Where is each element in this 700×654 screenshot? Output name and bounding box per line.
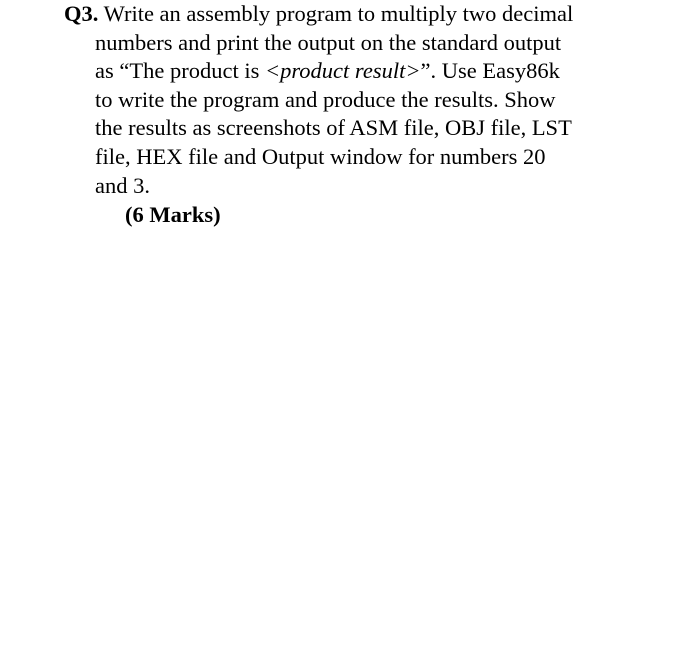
question-text-line-3-start: as “The product is [95, 58, 265, 84]
question-text-line-2: numbers and print the output on the standard output [95, 29, 562, 55]
product-result-placeholder: <product result> [264, 58, 421, 84]
question-text-line-4: to write the program and produce the results. Show [95, 86, 556, 112]
question-line-1 [64, 0, 624, 29]
question-text-line-5: the results as screenshots of ASM file, OBJ file, LST [95, 115, 572, 141]
question-block [64, 0, 624, 230]
question-line-3 [64, 57, 624, 86]
question-text-line-1: Write an assembly program to multiply two decimal [98, 1, 574, 26]
question-text-line-6: file, HEX file and Output window for numbers 20 [95, 143, 546, 169]
question-text-line-3-end: ”. Use Easy86k [420, 58, 560, 84]
question-text-line-7: and 3. [95, 172, 150, 198]
marks-label: (6 Marks) [125, 202, 221, 228]
question-number: Q3. [64, 1, 99, 26]
